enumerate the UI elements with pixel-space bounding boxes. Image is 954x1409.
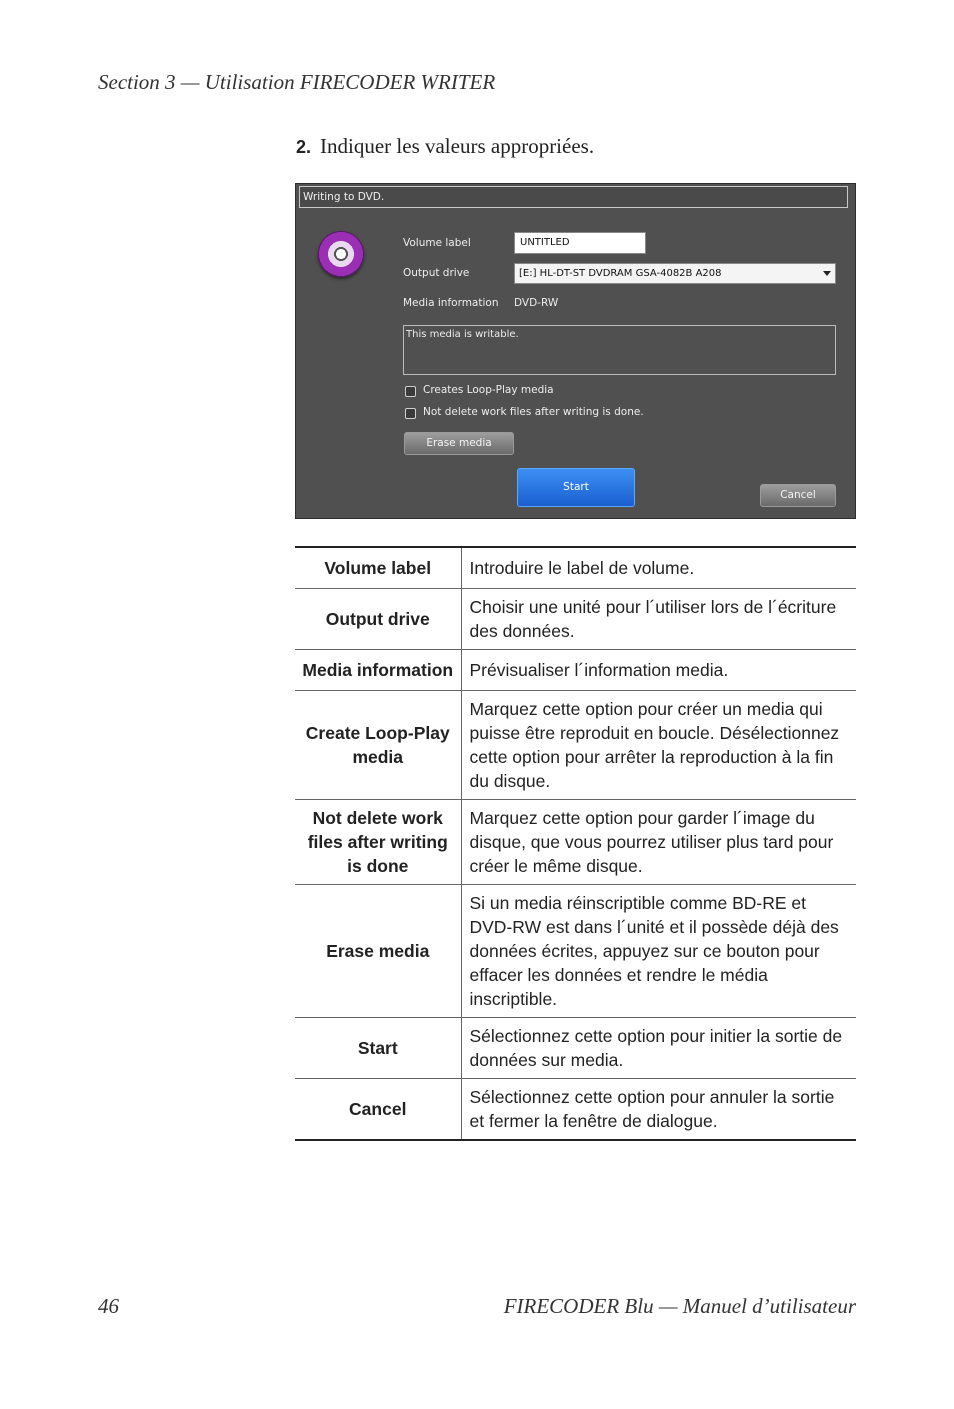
- table-row: [295, 1078, 856, 1140]
- option-term: Erase media: [295, 884, 461, 1017]
- output-drive-select[interactable]: [514, 263, 836, 284]
- output-drive-label: Output drive: [403, 267, 470, 279]
- option-description: Marquez cette option pour garder l´image du disque, que vous pourrez utiliser plus tard pour créer le même disque.: [469, 807, 834, 876]
- media-info-label: Media information: [403, 297, 499, 309]
- option-description: Choisir une unité pour l´utiliser lors de l´écriture des données.: [469, 596, 837, 641]
- option-description: Sélectionnez cette option pour initier la sortie de données sur media.: [469, 1025, 843, 1070]
- step-instruction: [296, 134, 594, 159]
- option-description: Sélectionnez cette option pour annuler la sortie et fermer la fenêtre de dialogue.: [469, 1086, 835, 1131]
- options-table: [295, 546, 856, 1141]
- table-row: [295, 690, 856, 799]
- section-header: Section 3 — Utilisation FIRECODER WRITER: [98, 70, 496, 94]
- disc-icon: [318, 231, 364, 277]
- step-number: 2.: [296, 137, 312, 157]
- volume-label-input[interactable]: UNTITLED: [514, 232, 646, 254]
- erase-media-button[interactable]: Erase media: [404, 432, 514, 455]
- table-row: [295, 884, 856, 1017]
- output-drive-value: [E:] HL-DT-ST DVDRAM GSA-4082B A208: [519, 268, 722, 279]
- option-term: Create Loop-Play media: [295, 690, 461, 799]
- loop-play-checkbox[interactable]: [405, 386, 416, 397]
- cancel-button[interactable]: Cancel: [760, 484, 836, 507]
- table-row: [295, 649, 856, 690]
- volume-label-label: Volume label: [403, 237, 471, 249]
- table-row: [295, 547, 856, 588]
- step-text: Indiquer les valeurs appropriées.: [320, 134, 595, 158]
- option-term: Start: [295, 1017, 461, 1078]
- dialog-title: Writing to DVD.: [299, 186, 848, 208]
- option-description: Si un media réinscriptible comme BD-RE et DVD-RW est dans l´unité et il possède déjà des données écrites, appuyez sur ce bouton pour effacer les données et rendre le média inscriptible.: [469, 892, 839, 1009]
- table-row: [295, 1017, 856, 1078]
- media-status-box: This media is writable.: [403, 325, 836, 375]
- not-delete-label: Not delete work files after writing is done.: [423, 406, 644, 418]
- page-number: 46: [98, 1294, 119, 1318]
- start-button[interactable]: Start: [517, 468, 635, 507]
- option-description: Introduire le label de volume.: [469, 557, 695, 578]
- option-term: Cancel: [295, 1078, 461, 1140]
- writing-dialog-screenshot: [295, 183, 856, 519]
- option-term: Not delete work files after writing is done: [295, 799, 461, 884]
- not-delete-checkbox[interactable]: [405, 408, 416, 419]
- option-description: Prévisualiser l´information media.: [469, 659, 729, 680]
- table-row: [295, 799, 856, 884]
- table-row: [295, 588, 856, 649]
- chevron-down-icon: [823, 271, 831, 276]
- option-term: Media information: [295, 649, 461, 690]
- loop-play-label: Creates Loop-Play media: [423, 384, 554, 396]
- media-info-value: DVD-RW: [514, 297, 559, 309]
- option-description: Marquez cette option pour créer un media qui puisse être reproduit en boucle. Désélectionnez cette option pour arrêter la reproduction à la fin du disque.: [469, 698, 840, 791]
- footer-title: FIRECODER Blu — Manuel d’utilisateur: [503, 1294, 856, 1318]
- option-term: Volume label: [295, 547, 461, 588]
- option-term: Output drive: [295, 588, 461, 649]
